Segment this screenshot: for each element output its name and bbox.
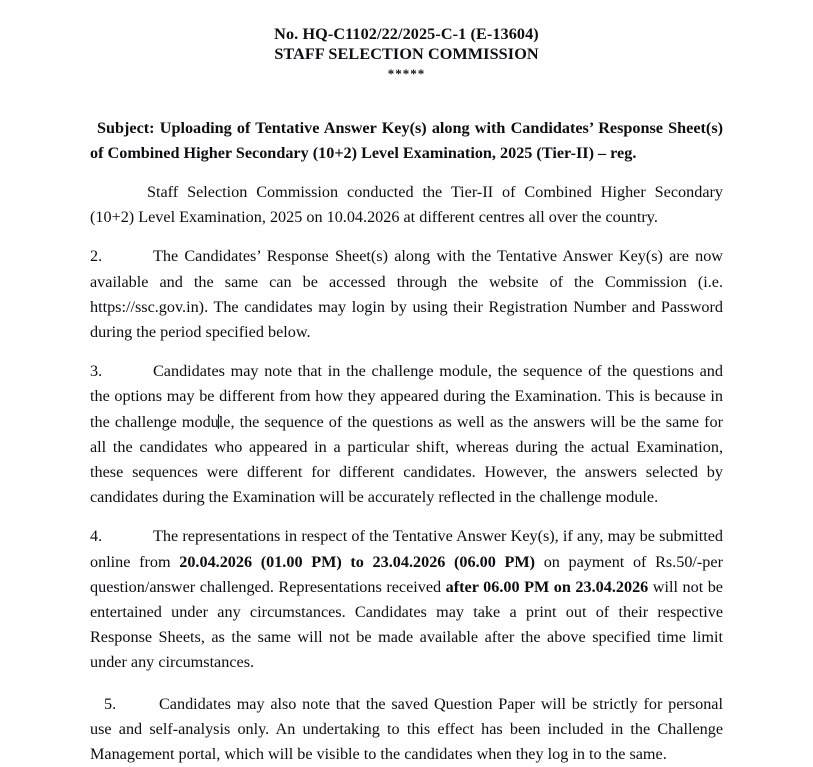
organization-name: STAFF SELECTION COMMISSION: [274, 45, 539, 63]
paragraph-intro-text: Staff Selection Commission conducted the Tier-II of Combined Higher Secondary (10+2) Level Examination, 2025 on 10.04.2026 at different centres all over the country.: [90, 183, 723, 227]
paragraph-4-number: 4.: [90, 527, 103, 546]
paragraph-4-text-segment-3: on payment of Rs.50/-per question/answer challenged. Representations received: [90, 552, 723, 596]
paragraph-3: [90, 359, 723, 510]
paragraph-4-text-segment-1: The representations in respect of the Tentative Answer Key(s), if any, may be submitted online from: [90, 527, 723, 571]
challenge-deadline: after 06.00 PM on 23.04.2026: [445, 577, 649, 596]
subject-label: Subject:: [97, 119, 155, 137]
paragraph-2: [90, 244, 723, 345]
paragraph-5-text: Candidates may also note that the saved Question Paper will be strictly for personal use and self-analysis only. An undertaking to this effect has been included in the Challenge Management portal, which will be visible to the candidates when they log in to the same.: [90, 694, 723, 764]
paragraph-4: [90, 524, 723, 675]
header-separator: *****: [387, 66, 426, 81]
paragraph-3-text-before-caret: Candidates may note that in the challenge module, the sequence of the questions and the options may be different from how they appeared during the Examination. This is because in the challenge modu: [90, 362, 723, 431]
subject-line: [90, 116, 723, 166]
file-number-line: No. HQ-C1102/22/2025-C-1 (E-13604): [274, 25, 539, 43]
paragraph-3-number: 3.: [90, 362, 103, 381]
document-content-column: [90, 0, 723, 767]
challenge-window-dates: 20.04.2026 (01.00 PM) to 23.04.2026 (06.00 PM): [179, 552, 536, 571]
paragraph-3-text-after-caret: le, the sequence of the questions as well as the answers will be the same for all the candidates who appeared in a particular shift, whereas during the actual Examination, these sequences were different for different candidates. However, the answers selected by candidates during the Examination will be accurately reflected in the challenge module.: [90, 412, 723, 507]
paragraph-5: [90, 692, 723, 767]
paragraph-2-number: 2.: [90, 247, 103, 266]
subject-text: Uploading of Tentative Answer Key(s) along with Candidates’ Response Sheet(s) of Combined Higher Secondary (10+2) Level Examination, 2025 (Tier-II) – reg.: [90, 119, 724, 162]
paragraph-5-number: 5.: [104, 694, 117, 713]
paragraph-4-text-segment-5: will not be entertained under any circumstances. Candidates may take a print out of their respective Response Sheets, as the same will not be made available after the above specified time limit under any circumstances.: [90, 577, 723, 672]
document-header: [90, 0, 723, 83]
paragraph-2-text: The Candidates’ Response Sheet(s) along with the Tentative Answer Key(s) are now available and the same can be accessed through the website of the Commission (i.e. https://ssc.gov.in). The candidates may login by using their Registration Number and Password during the period specified below.: [90, 247, 723, 342]
paragraph-intro: [90, 180, 723, 230]
